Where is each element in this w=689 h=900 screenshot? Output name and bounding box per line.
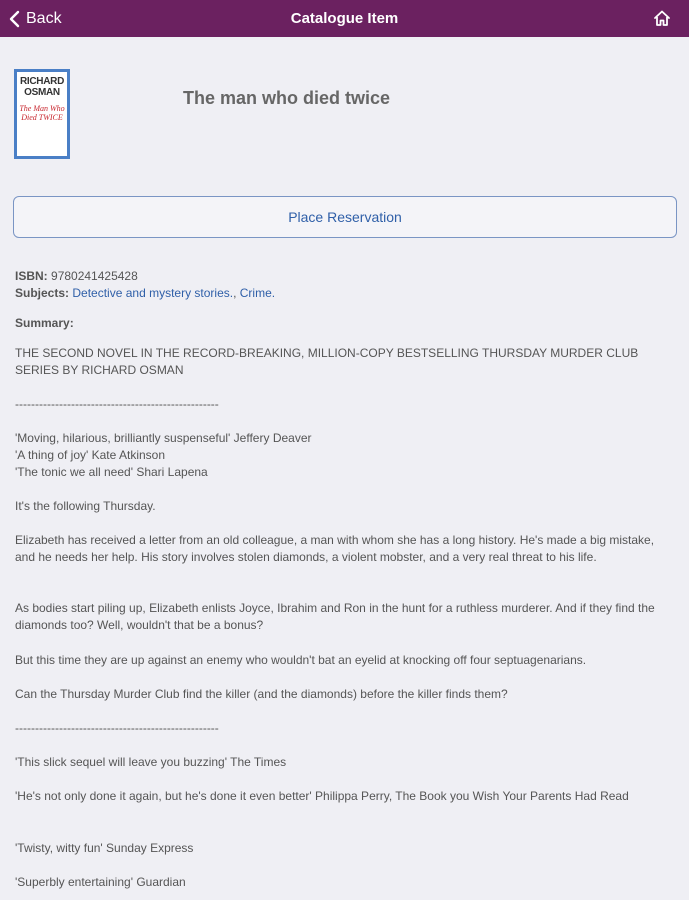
summary-paragraph: It's the following Thursday. [15, 499, 156, 513]
review-quote: 'Twisty, witty fun' Sunday Express [15, 841, 194, 855]
subjects-label: Subjects: [15, 286, 70, 300]
home-icon[interactable] [653, 9, 671, 27]
summary-quote: 'Moving, hilarious, brilliantly suspenseful' Jeffery Deaver [15, 431, 312, 445]
subject-link[interactable]: Crime. [239, 286, 276, 300]
summary-quote: 'A thing of joy' Kate Atkinson [15, 448, 166, 462]
back-button[interactable] [8, 0, 62, 37]
page-title: Catalogue Item [290, 10, 399, 27]
book-details [15, 268, 275, 302]
summary-divider: --------------------------------------------------- [15, 721, 219, 735]
summary-paragraph: THE SECOND NOVEL IN THE RECORD-BREAKING, MILLION-COPY BESTSELLING THURSDAY MURDER CLUB SERIES BY RICHARD OSMAN [15, 346, 639, 377]
subject-link[interactable]: Detective and mystery stories. [72, 286, 234, 300]
summary-paragraph: Can the Thursday Murder Club find the killer (and the diamonds) before the killer finds them? [15, 687, 508, 701]
summary-divider: --------------------------------------------------- [15, 397, 219, 411]
cover-title: The Man Who Died TWICE [19, 104, 65, 122]
review-quote: 'This slick sequel will leave you buzzing' The Times [15, 755, 287, 769]
book-cover [14, 69, 70, 159]
place-reservation-button[interactable]: Place Reservation [13, 196, 677, 238]
summary-label: Summary: [15, 316, 74, 330]
isbn-value: 9780241425428 [51, 269, 138, 283]
nav-bar [0, 0, 689, 37]
subjects-row: Subjects: Detective and mystery stories., Crime. [15, 286, 276, 300]
cover-author: RICHARD OSMAN [19, 76, 64, 98]
isbn-row [15, 268, 275, 285]
back-label: Back [26, 9, 62, 27]
summary-quote: 'The tonic we all need' Shari Lapena [15, 465, 208, 479]
book-title: The man who died twice [183, 88, 391, 108]
summary-paragraph: As bodies start piling up, Elizabeth enlists Joyce, Ibrahim and Ron in the hunt for a ruthless murderer. And if they find the diamonds too? Well, wouldn't that be a bonus? [15, 601, 655, 632]
summary-paragraph: But this time they are up against an enemy who wouldn't bat an eyelid at knocking off four septuagenarians. [15, 653, 587, 667]
isbn-label: ISBN: [15, 269, 48, 283]
chevron-left-icon [8, 10, 20, 28]
summary-paragraph: Elizabeth has received a letter from an old colleague, a man with whom she has a long history. He's made a big mistake, and he needs her help. His story involves stolen diamonds, a violent mobster, and a very real threat to his life. [15, 533, 655, 564]
review-quote: 'Superbly entertaining' Guardian [15, 875, 186, 889]
review-quote: 'He's not only done it again, but he's done it even better' Philippa Perry, The Book you Wish Your Parents Had Read [15, 789, 629, 803]
